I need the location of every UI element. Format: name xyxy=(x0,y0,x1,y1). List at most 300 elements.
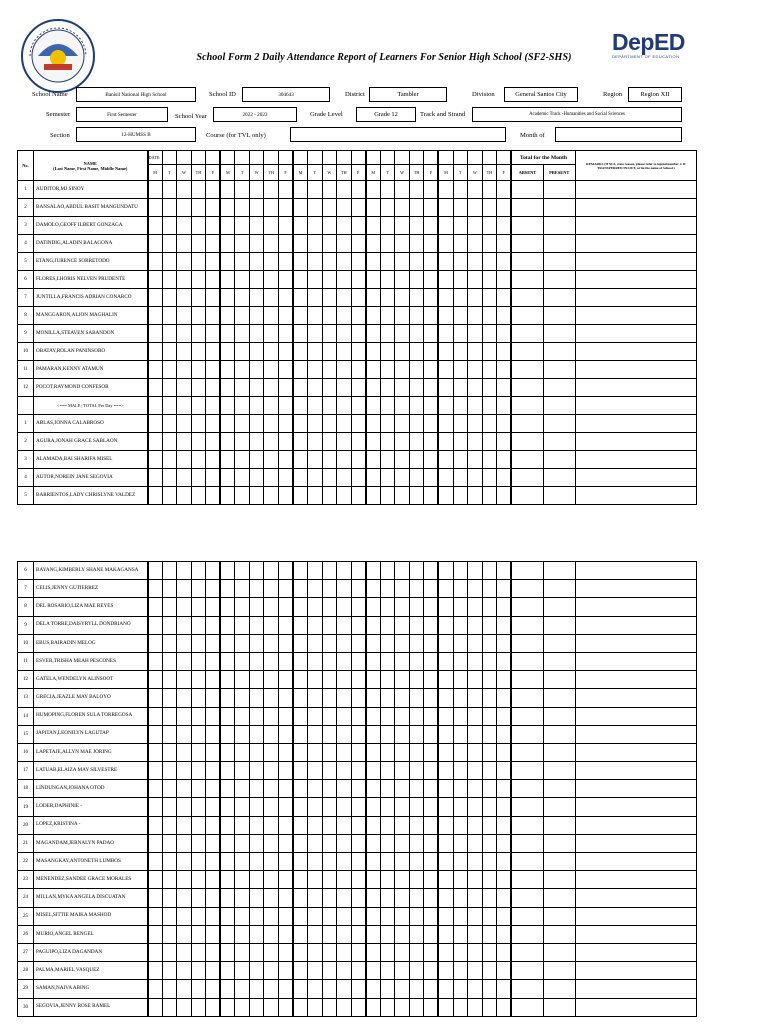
attendance-cell[interactable] xyxy=(264,271,279,289)
attendance-cell[interactable] xyxy=(438,451,453,469)
attendance-cell[interactable] xyxy=(424,998,439,1016)
present-count-cell[interactable] xyxy=(543,451,575,469)
attendance-cell[interactable] xyxy=(380,307,395,325)
absent-count-cell[interactable] xyxy=(511,415,543,433)
absent-count-cell[interactable] xyxy=(511,181,543,199)
attendance-cell[interactable] xyxy=(177,469,192,487)
attendance-cell[interactable] xyxy=(468,943,483,961)
absent-count-cell[interactable] xyxy=(511,616,543,634)
date-cell[interactable] xyxy=(264,151,279,165)
attendance-cell[interactable] xyxy=(424,415,439,433)
present-count-cell[interactable] xyxy=(543,780,575,798)
remarks-cell[interactable] xyxy=(575,433,696,451)
attendance-cell[interactable] xyxy=(395,980,410,998)
date-cell[interactable] xyxy=(453,151,468,165)
attendance-cell[interactable] xyxy=(148,743,163,761)
attendance-cell[interactable] xyxy=(148,925,163,943)
attendance-cell[interactable] xyxy=(409,253,424,271)
attendance-cell[interactable] xyxy=(409,451,424,469)
attendance-cell[interactable] xyxy=(235,943,250,961)
attendance-cell[interactable] xyxy=(482,271,497,289)
attendance-cell[interactable] xyxy=(308,798,323,816)
attendance-cell[interactable] xyxy=(322,415,337,433)
attendance-cell[interactable] xyxy=(453,943,468,961)
absent-count-cell[interactable] xyxy=(511,343,543,361)
attendance-cell[interactable] xyxy=(424,307,439,325)
attendance-cell[interactable] xyxy=(453,671,468,689)
attendance-cell[interactable] xyxy=(322,907,337,925)
attendance-cell[interactable] xyxy=(337,743,352,761)
attendance-cell[interactable] xyxy=(235,361,250,379)
attendance-cell[interactable] xyxy=(438,652,453,670)
attendance-cell[interactable] xyxy=(162,433,177,451)
attendance-cell[interactable] xyxy=(380,181,395,199)
attendance-cell[interactable] xyxy=(206,181,221,199)
attendance-cell[interactable] xyxy=(191,361,206,379)
attendance-cell[interactable] xyxy=(278,943,293,961)
attendance-cell[interactable] xyxy=(468,998,483,1016)
attendance-cell[interactable] xyxy=(293,762,308,780)
attendance-cell[interactable] xyxy=(220,925,235,943)
present-count-cell[interactable] xyxy=(543,580,575,598)
attendance-cell[interactable] xyxy=(148,325,163,343)
attendance-cell[interactable] xyxy=(438,235,453,253)
attendance-cell[interactable] xyxy=(497,307,512,325)
attendance-cell[interactable] xyxy=(293,816,308,834)
attendance-cell[interactable] xyxy=(409,181,424,199)
attendance-cell[interactable] xyxy=(249,725,264,743)
attendance-cell[interactable] xyxy=(293,289,308,307)
attendance-cell[interactable] xyxy=(191,181,206,199)
attendance-cell[interactable] xyxy=(162,998,177,1016)
attendance-cell[interactable] xyxy=(148,689,163,707)
attendance-cell[interactable] xyxy=(453,907,468,925)
present-count-cell[interactable] xyxy=(543,415,575,433)
attendance-cell[interactable] xyxy=(322,487,337,505)
attendance-cell[interactable] xyxy=(337,871,352,889)
attendance-cell[interactable] xyxy=(278,451,293,469)
attendance-cell[interactable] xyxy=(395,598,410,616)
attendance-cell[interactable] xyxy=(293,980,308,998)
attendance-cell[interactable] xyxy=(264,433,279,451)
attendance-cell[interactable] xyxy=(482,707,497,725)
attendance-cell[interactable] xyxy=(220,199,235,217)
attendance-cell[interactable] xyxy=(468,199,483,217)
attendance-cell[interactable] xyxy=(293,343,308,361)
attendance-cell[interactable] xyxy=(380,580,395,598)
attendance-cell[interactable] xyxy=(380,943,395,961)
attendance-cell[interactable] xyxy=(337,271,352,289)
attendance-cell[interactable] xyxy=(337,217,352,235)
attendance-cell[interactable] xyxy=(308,451,323,469)
attendance-cell[interactable] xyxy=(235,325,250,343)
attendance-cell[interactable] xyxy=(453,871,468,889)
attendance-cell[interactable] xyxy=(235,962,250,980)
attendance-cell[interactable] xyxy=(497,798,512,816)
attendance-cell[interactable] xyxy=(438,762,453,780)
attendance-cell[interactable] xyxy=(337,469,352,487)
attendance-cell[interactable] xyxy=(366,689,381,707)
date-cell[interactable] xyxy=(308,151,323,165)
attendance-cell[interactable] xyxy=(351,889,366,907)
attendance-cell[interactable] xyxy=(497,199,512,217)
absent-count-cell[interactable] xyxy=(511,762,543,780)
attendance-cell[interactable] xyxy=(293,487,308,505)
attendance-cell[interactable] xyxy=(497,235,512,253)
absent-count-cell[interactable] xyxy=(511,469,543,487)
attendance-cell[interactable] xyxy=(235,925,250,943)
attendance-cell[interactable] xyxy=(220,343,235,361)
date-cell[interactable] xyxy=(497,151,512,165)
attendance-cell[interactable] xyxy=(206,199,221,217)
present-count-cell[interactable] xyxy=(543,907,575,925)
attendance-cell[interactable] xyxy=(438,271,453,289)
attendance-cell[interactable] xyxy=(468,980,483,998)
attendance-cell[interactable] xyxy=(351,707,366,725)
attendance-cell[interactable] xyxy=(468,780,483,798)
attendance-cell[interactable] xyxy=(308,780,323,798)
attendance-cell[interactable] xyxy=(380,652,395,670)
attendance-cell[interactable] xyxy=(308,853,323,871)
attendance-cell[interactable] xyxy=(438,871,453,889)
attendance-cell[interactable] xyxy=(366,725,381,743)
attendance-cell[interactable] xyxy=(497,343,512,361)
date-cell[interactable] xyxy=(191,151,206,165)
attendance-cell[interactable] xyxy=(366,652,381,670)
attendance-cell[interactable] xyxy=(308,325,323,343)
male-total-day-cell[interactable] xyxy=(424,397,439,415)
attendance-cell[interactable] xyxy=(162,580,177,598)
date-cell[interactable] xyxy=(177,151,192,165)
attendance-cell[interactable] xyxy=(366,707,381,725)
attendance-cell[interactable] xyxy=(380,816,395,834)
attendance-cell[interactable] xyxy=(162,671,177,689)
attendance-cell[interactable] xyxy=(322,580,337,598)
attendance-cell[interactable] xyxy=(424,816,439,834)
attendance-cell[interactable] xyxy=(162,634,177,652)
remarks-cell[interactable] xyxy=(575,798,696,816)
attendance-cell[interactable] xyxy=(264,307,279,325)
remarks-cell[interactable] xyxy=(575,343,696,361)
present-count-cell[interactable] xyxy=(543,307,575,325)
attendance-cell[interactable] xyxy=(482,652,497,670)
attendance-cell[interactable] xyxy=(264,689,279,707)
attendance-cell[interactable] xyxy=(468,433,483,451)
attendance-cell[interactable] xyxy=(366,361,381,379)
attendance-cell[interactable] xyxy=(453,962,468,980)
attendance-cell[interactable] xyxy=(497,780,512,798)
attendance-cell[interactable] xyxy=(395,962,410,980)
attendance-cell[interactable] xyxy=(177,271,192,289)
attendance-cell[interactable] xyxy=(308,634,323,652)
attendance-cell[interactable] xyxy=(337,707,352,725)
attendance-cell[interactable] xyxy=(351,943,366,961)
attendance-cell[interactable] xyxy=(380,487,395,505)
attendance-cell[interactable] xyxy=(148,253,163,271)
attendance-cell[interactable] xyxy=(235,307,250,325)
attendance-cell[interactable] xyxy=(482,562,497,580)
attendance-cell[interactable] xyxy=(482,962,497,980)
attendance-cell[interactable] xyxy=(308,707,323,725)
attendance-cell[interactable] xyxy=(293,962,308,980)
attendance-cell[interactable] xyxy=(322,689,337,707)
attendance-cell[interactable] xyxy=(278,634,293,652)
attendance-cell[interactable] xyxy=(438,433,453,451)
attendance-cell[interactable] xyxy=(206,652,221,670)
attendance-cell[interactable] xyxy=(177,199,192,217)
present-count-cell[interactable] xyxy=(543,743,575,761)
attendance-cell[interactable] xyxy=(337,361,352,379)
attendance-cell[interactable] xyxy=(468,743,483,761)
attendance-cell[interactable] xyxy=(278,361,293,379)
attendance-cell[interactable] xyxy=(148,235,163,253)
attendance-cell[interactable] xyxy=(482,780,497,798)
attendance-cell[interactable] xyxy=(264,780,279,798)
attendance-cell[interactable] xyxy=(278,998,293,1016)
attendance-cell[interactable] xyxy=(497,289,512,307)
attendance-cell[interactable] xyxy=(148,998,163,1016)
attendance-cell[interactable] xyxy=(424,907,439,925)
attendance-cell[interactable] xyxy=(453,271,468,289)
attendance-cell[interactable] xyxy=(395,433,410,451)
absent-count-cell[interactable] xyxy=(511,253,543,271)
absent-count-cell[interactable] xyxy=(511,652,543,670)
attendance-cell[interactable] xyxy=(438,907,453,925)
male-total-day-cell[interactable] xyxy=(235,397,250,415)
attendance-cell[interactable] xyxy=(308,743,323,761)
attendance-cell[interactable] xyxy=(351,671,366,689)
attendance-cell[interactable] xyxy=(264,652,279,670)
attendance-cell[interactable] xyxy=(337,689,352,707)
attendance-cell[interactable] xyxy=(206,580,221,598)
attendance-cell[interactable] xyxy=(468,361,483,379)
attendance-cell[interactable] xyxy=(351,616,366,634)
attendance-cell[interactable] xyxy=(438,598,453,616)
attendance-cell[interactable] xyxy=(177,181,192,199)
date-header-cell[interactable]: DATE: xyxy=(148,151,163,165)
attendance-cell[interactable] xyxy=(409,598,424,616)
male-total-day-cell[interactable] xyxy=(322,397,337,415)
attendance-cell[interactable] xyxy=(424,707,439,725)
attendance-cell[interactable] xyxy=(162,325,177,343)
attendance-cell[interactable] xyxy=(177,652,192,670)
attendance-cell[interactable] xyxy=(424,871,439,889)
attendance-cell[interactable] xyxy=(366,853,381,871)
attendance-cell[interactable] xyxy=(366,181,381,199)
attendance-cell[interactable] xyxy=(293,415,308,433)
attendance-cell[interactable] xyxy=(322,925,337,943)
attendance-cell[interactable] xyxy=(351,289,366,307)
attendance-cell[interactable] xyxy=(424,780,439,798)
male-total-day-cell[interactable] xyxy=(366,397,381,415)
remarks-cell[interactable] xyxy=(575,361,696,379)
attendance-cell[interactable] xyxy=(322,235,337,253)
attendance-cell[interactable] xyxy=(278,415,293,433)
attendance-cell[interactable] xyxy=(191,415,206,433)
attendance-cell[interactable] xyxy=(438,289,453,307)
attendance-cell[interactable] xyxy=(162,762,177,780)
attendance-cell[interactable] xyxy=(351,235,366,253)
attendance-cell[interactable] xyxy=(366,762,381,780)
attendance-cell[interactable] xyxy=(220,943,235,961)
attendance-cell[interactable] xyxy=(337,451,352,469)
attendance-cell[interactable] xyxy=(380,725,395,743)
attendance-cell[interactable] xyxy=(249,271,264,289)
attendance-cell[interactable] xyxy=(482,671,497,689)
attendance-cell[interactable] xyxy=(453,433,468,451)
attendance-cell[interactable] xyxy=(308,271,323,289)
attendance-cell[interactable] xyxy=(191,762,206,780)
attendance-cell[interactable] xyxy=(278,689,293,707)
attendance-cell[interactable] xyxy=(351,798,366,816)
attendance-cell[interactable] xyxy=(177,580,192,598)
attendance-cell[interactable] xyxy=(177,415,192,433)
attendance-cell[interactable] xyxy=(438,415,453,433)
attendance-cell[interactable] xyxy=(453,834,468,852)
attendance-cell[interactable] xyxy=(293,671,308,689)
attendance-cell[interactable] xyxy=(497,689,512,707)
male-total-day-cell[interactable] xyxy=(162,397,177,415)
attendance-cell[interactable] xyxy=(148,307,163,325)
attendance-cell[interactable] xyxy=(177,707,192,725)
present-count-cell[interactable] xyxy=(543,487,575,505)
attendance-cell[interactable] xyxy=(191,433,206,451)
attendance-cell[interactable] xyxy=(293,307,308,325)
attendance-cell[interactable] xyxy=(206,689,221,707)
attendance-cell[interactable] xyxy=(337,598,352,616)
attendance-cell[interactable] xyxy=(220,433,235,451)
attendance-cell[interactable] xyxy=(308,343,323,361)
remarks-cell[interactable] xyxy=(575,925,696,943)
attendance-cell[interactable] xyxy=(249,235,264,253)
attendance-cell[interactable] xyxy=(177,907,192,925)
attendance-cell[interactable] xyxy=(482,725,497,743)
attendance-cell[interactable] xyxy=(206,871,221,889)
attendance-cell[interactable] xyxy=(351,253,366,271)
attendance-cell[interactable] xyxy=(322,307,337,325)
attendance-cell[interactable] xyxy=(337,762,352,780)
attendance-cell[interactable] xyxy=(249,598,264,616)
attendance-cell[interactable] xyxy=(191,307,206,325)
attendance-cell[interactable] xyxy=(293,433,308,451)
attendance-cell[interactable] xyxy=(162,379,177,397)
attendance-cell[interactable] xyxy=(293,469,308,487)
attendance-cell[interactable] xyxy=(162,271,177,289)
attendance-cell[interactable] xyxy=(453,853,468,871)
attendance-cell[interactable] xyxy=(293,907,308,925)
attendance-cell[interactable] xyxy=(220,980,235,998)
attendance-cell[interactable] xyxy=(453,980,468,998)
attendance-cell[interactable] xyxy=(177,689,192,707)
remarks-cell[interactable] xyxy=(575,725,696,743)
attendance-cell[interactable] xyxy=(220,361,235,379)
attendance-cell[interactable] xyxy=(395,634,410,652)
attendance-cell[interactable] xyxy=(235,343,250,361)
present-count-cell[interactable] xyxy=(543,725,575,743)
attendance-cell[interactable] xyxy=(220,853,235,871)
attendance-cell[interactable] xyxy=(453,361,468,379)
attendance-cell[interactable] xyxy=(409,853,424,871)
attendance-cell[interactable] xyxy=(220,580,235,598)
attendance-cell[interactable] xyxy=(409,907,424,925)
attendance-cell[interactable] xyxy=(322,780,337,798)
attendance-cell[interactable] xyxy=(409,743,424,761)
attendance-cell[interactable] xyxy=(308,469,323,487)
attendance-cell[interactable] xyxy=(468,451,483,469)
remarks-cell[interactable] xyxy=(575,816,696,834)
attendance-cell[interactable] xyxy=(293,652,308,670)
attendance-cell[interactable] xyxy=(351,598,366,616)
attendance-cell[interactable] xyxy=(409,671,424,689)
attendance-cell[interactable] xyxy=(468,487,483,505)
present-count-cell[interactable] xyxy=(543,217,575,235)
attendance-cell[interactable] xyxy=(438,487,453,505)
attendance-cell[interactable] xyxy=(220,562,235,580)
attendance-cell[interactable] xyxy=(351,762,366,780)
attendance-cell[interactable] xyxy=(395,235,410,253)
course-field[interactable] xyxy=(290,127,506,142)
attendance-cell[interactable] xyxy=(249,834,264,852)
attendance-cell[interactable] xyxy=(308,925,323,943)
attendance-cell[interactable] xyxy=(453,181,468,199)
attendance-cell[interactable] xyxy=(206,433,221,451)
attendance-cell[interactable] xyxy=(177,487,192,505)
attendance-cell[interactable] xyxy=(249,907,264,925)
attendance-cell[interactable] xyxy=(366,889,381,907)
attendance-cell[interactable] xyxy=(162,343,177,361)
attendance-cell[interactable] xyxy=(380,798,395,816)
attendance-cell[interactable] xyxy=(424,980,439,998)
attendance-cell[interactable] xyxy=(424,325,439,343)
attendance-cell[interactable] xyxy=(278,580,293,598)
attendance-cell[interactable] xyxy=(366,487,381,505)
remarks-cell[interactable] xyxy=(575,235,696,253)
attendance-cell[interactable] xyxy=(206,487,221,505)
attendance-cell[interactable] xyxy=(497,469,512,487)
attendance-cell[interactable] xyxy=(278,562,293,580)
attendance-cell[interactable] xyxy=(162,743,177,761)
attendance-cell[interactable] xyxy=(366,598,381,616)
attendance-cell[interactable] xyxy=(191,925,206,943)
attendance-cell[interactable] xyxy=(380,616,395,634)
attendance-cell[interactable] xyxy=(380,379,395,397)
attendance-cell[interactable] xyxy=(351,343,366,361)
attendance-cell[interactable] xyxy=(453,762,468,780)
remarks-cell[interactable] xyxy=(575,217,696,235)
attendance-cell[interactable] xyxy=(497,707,512,725)
attendance-cell[interactable] xyxy=(351,271,366,289)
attendance-cell[interactable] xyxy=(148,271,163,289)
attendance-cell[interactable] xyxy=(220,451,235,469)
attendance-cell[interactable] xyxy=(366,433,381,451)
attendance-cell[interactable] xyxy=(148,816,163,834)
attendance-cell[interactable] xyxy=(191,634,206,652)
attendance-cell[interactable] xyxy=(278,889,293,907)
attendance-cell[interactable] xyxy=(177,962,192,980)
absent-count-cell[interactable] xyxy=(511,871,543,889)
attendance-cell[interactable] xyxy=(497,451,512,469)
attendance-cell[interactable] xyxy=(308,181,323,199)
attendance-cell[interactable] xyxy=(497,487,512,505)
attendance-cell[interactable] xyxy=(191,671,206,689)
attendance-cell[interactable] xyxy=(148,980,163,998)
attendance-cell[interactable] xyxy=(264,925,279,943)
attendance-cell[interactable] xyxy=(191,780,206,798)
attendance-cell[interactable] xyxy=(409,325,424,343)
attendance-cell[interactable] xyxy=(220,834,235,852)
remarks-cell[interactable] xyxy=(575,889,696,907)
attendance-cell[interactable] xyxy=(468,725,483,743)
